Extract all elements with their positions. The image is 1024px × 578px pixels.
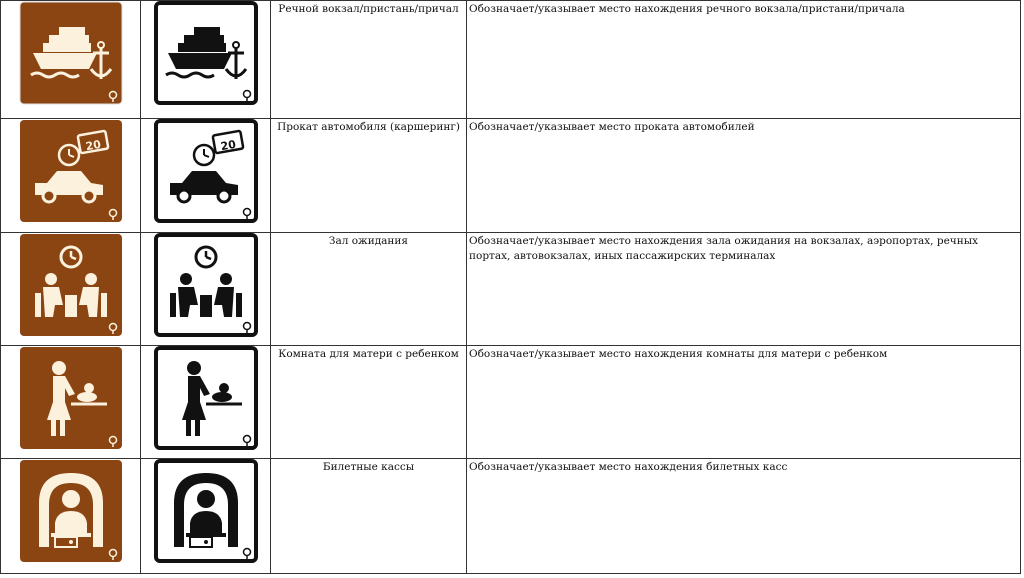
- sign-description: Обозначает/указывает место нахождения зала ожидания на вокзалах, аэропортах, речных портах, автовокзалах, иных пассажирских терминалах: [469, 235, 979, 262]
- river-port-icon: [154, 1, 258, 105]
- sign-name: Билетные кассы: [322, 461, 415, 473]
- white-sign-cell: [141, 346, 271, 459]
- white-sign-cell: [141, 233, 271, 346]
- mother-child-room-icon: [154, 346, 258, 450]
- sign-description-cell: [467, 233, 1021, 346]
- waiting-room-icon: [19, 233, 123, 337]
- river-port-icon: [19, 1, 123, 105]
- sign-name: Комната для матери с ребенком: [278, 348, 459, 360]
- sign-description-cell: [467, 459, 1021, 574]
- sign-name-cell: [271, 346, 467, 459]
- white-sign-cell: [141, 459, 271, 574]
- sign-name: Речной вокзал/пристань/причал: [278, 3, 459, 15]
- white-sign-cell: [141, 119, 271, 233]
- svg-text:20: 20: [84, 137, 102, 154]
- sign-name: Зал ожидания: [328, 235, 409, 247]
- brown-sign-cell: [1, 1, 141, 119]
- ticket-office-icon: [154, 459, 258, 563]
- sign-description-cell: [467, 346, 1021, 459]
- svg-text:20: 20: [219, 137, 237, 154]
- sign-name-cell: [271, 1, 467, 119]
- sign-description-cell: [467, 119, 1021, 233]
- sign-name-cell: [271, 233, 467, 346]
- sign-name-cell: [271, 119, 467, 233]
- table-row: [1, 346, 1021, 459]
- white-sign-cell: [141, 1, 271, 119]
- car-rental-icon: [154, 119, 258, 223]
- car-rental-icon: [19, 119, 123, 223]
- table-row: [1, 1, 1021, 119]
- table-row: [1, 459, 1021, 574]
- table-row: [1, 233, 1021, 346]
- sign-description-cell: [467, 1, 1021, 119]
- sign-description: Обозначает/указывает место нахождения речного вокзала/пристани/причала: [469, 3, 905, 15]
- table-row: [1, 119, 1021, 233]
- ticket-office-icon: [19, 459, 123, 563]
- mother-child-room-icon: [19, 346, 123, 450]
- sign-name: Прокат автомобиля (каршеринг): [277, 121, 460, 133]
- brown-sign-cell: [1, 119, 141, 233]
- sign-description: Обозначает/указывает место нахождения комнаты для матери с ребенком: [469, 348, 888, 360]
- brown-sign-cell: [1, 233, 141, 346]
- sign-description: Обозначает/указывает место проката автомобилей: [469, 121, 755, 133]
- brown-sign-cell: [1, 346, 141, 459]
- waiting-room-icon: [154, 233, 258, 337]
- brown-sign-cell: [1, 459, 141, 574]
- sign-description: Обозначает/указывает место нахождения билетных касс: [469, 461, 788, 473]
- sign-name-cell: [271, 459, 467, 574]
